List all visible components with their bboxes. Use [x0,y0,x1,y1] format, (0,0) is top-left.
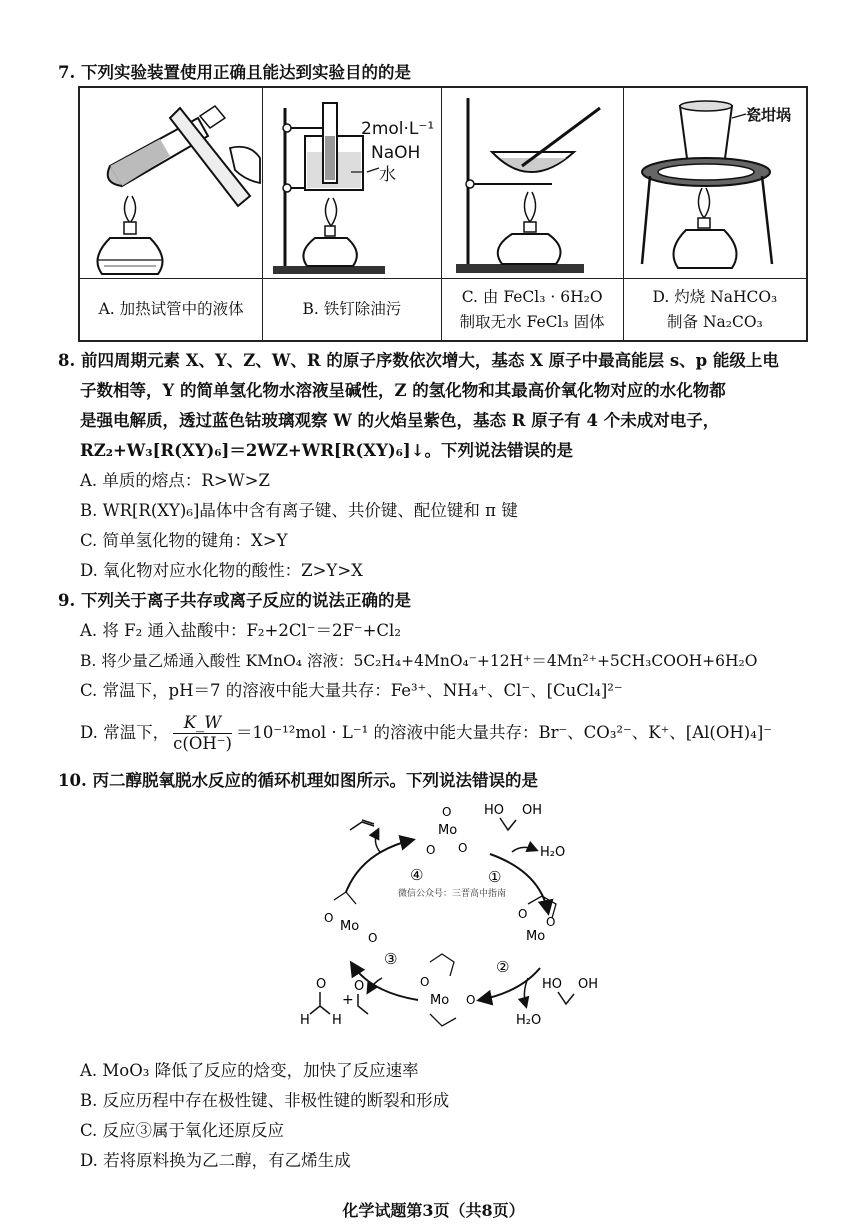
water-product-2: H₂O [516,1013,542,1028]
svg-text:+: + [342,992,354,1008]
naoh-concentration-label: 2mol·L⁻¹ [361,119,435,139]
question-8-line-2: 子数相等，Y 的简单氢化物水溶液呈碱性，Z 的氢化物和其最高价氧化物对应的水化物都 [80,381,726,400]
apparatus-b-figure [263,88,440,279]
apparatus-a [80,88,263,340]
svg-text:O: O [426,843,436,857]
svg-text:Mo: Mo [526,929,546,944]
question-7-text: 7. 下列实验装置使用正确且能达到实验目的的是 [58,63,411,82]
svg-text:H: H [332,1013,342,1028]
apparatus-table [78,86,808,342]
apparatus-a-caption: A. 加热试管中的液体 [98,300,244,318]
svg-text:O: O [420,975,430,989]
question-9 [58,586,848,754]
water-label: 水 [379,165,397,185]
question-10-option-c: C. 反应③属于氧化还原反应 [80,1121,285,1140]
naoh-label: NaOH [371,143,421,163]
apparatus-d [624,88,806,340]
mo-atom-bottom: Mo [430,993,450,1008]
question-8-line-1: 8. 前四周期元素 X、Y、Z、W、R 的原子序数依次增大，基态 X 原子中最高能层 s、p 能级上电 [58,351,779,370]
svg-text:O: O [368,931,378,945]
svg-text:O: O [546,915,556,929]
svg-text:HO: HO [484,803,505,818]
svg-text:H: H [300,1013,310,1028]
question-9-option-b: B. 将少量乙烯通入酸性 KMnO₄ 溶液：5C₂H₄+4MnO₄⁻+12H⁺＝4Mn²⁺+5CH₃COOH+6H₂O [80,652,758,670]
question-8-option-d: D. 氧化物对应水化物的酸性：Z>Y>X [80,561,363,580]
svg-text:Mo: Mo [340,919,360,934]
apparatus-d-caption: D. 灼烧 NaHCO₃ 制备 Na₂CO₃ [652,287,778,331]
question-8-option-a: A. 单质的熔点：R>W>Z [80,471,270,490]
svg-text:OH: OH [522,803,543,818]
crucible-label: 瓷坩埚 [745,106,791,124]
apparatus-c-caption: C. 由 FeCl₃ · 6H₂O 制取无水 FeCl₃ 固体 [459,287,605,331]
question-10-options [58,1056,848,1176]
question-7-stem [58,58,848,88]
apparatus-d-figure [624,88,806,279]
question-10-text: 10. 丙二醇脱氧脱水反应的循环机理如图所示。下列说法错误的是 [58,771,538,790]
question-9-text: 9. 下列关于离子共存或离子反应的说法正确的是 [58,591,411,610]
question-8-option-c: C. 简单氢化物的键角：X>Y [80,531,288,550]
svg-text:O: O [442,805,452,819]
svg-text:HO: HO [542,977,563,992]
kw-fraction: $\frac{K\_W}{c(OH^-)}$ [173,713,232,753]
svg-text:O: O [324,911,334,925]
apparatus-b-caption: B. 铁钉除油污 [302,300,402,318]
mo-atom-top: Mo [438,823,458,838]
question-10-option-b: B. 反应历程中存在极性键、非极性键的断裂和形成 [80,1091,450,1110]
question-8-option-b: B. WR[R(XY)₆]晶体中含有离子键、共价键、配位键和 π 键 [80,501,518,520]
apparatus-a-figure [80,88,262,279]
svg-text:O: O [316,977,327,992]
apparatus-b [263,88,441,340]
mechanism-diagram [290,792,610,1042]
svg-text:O: O [518,907,528,921]
question-8-line-3: 是强电解质，透过蓝色钴玻璃观察 W 的火焰呈紫色，基态 R 原子有 4 个未成对电子， [80,411,720,430]
step-1-label: ① [488,868,502,886]
question-9-option-c: C. 常温下，pH＝7 的溶液中能大量共存：Fe³⁺、NH₄⁺、Cl⁻、[CuCl₄]²⁻ [80,681,623,700]
water-product-1: H₂O [540,845,566,860]
svg-text:O: O [466,993,476,1007]
page-footer: 化学试题第3页（共8页） [342,1201,525,1220]
apparatus-c [442,88,624,340]
watermark-text: 微信公众号：三晋高中指南 [398,889,507,899]
apparatus-c-figure [442,88,623,279]
question-8-line-4: RZ₂+W₃[R(XY)₆]＝2WZ+WR[R(XY)₆]↓。下列说法错误的是 [80,441,574,460]
step-2-label: ② [496,958,510,976]
question-9-option-d: D. 常温下， $\frac{K\_W}{c(OH^-)}$ ＝10⁻¹²mol · L⁻¹ 的溶液中能大量共存：Br⁻、CO₃²⁻、K⁺、[Al(OH)₄]⁻ [80,713,772,753]
svg-text:OH: OH [578,977,599,992]
step-3-label: ③ [384,950,398,968]
question-10-option-a: A. MoO₃ 降低了反应的焓变，加快了反应速率 [80,1061,419,1080]
question-8 [58,346,848,586]
question-9-option-a: A. 将 F₂ 通入盐酸中：F₂+2Cl⁻＝2F⁻+Cl₂ [80,621,401,640]
svg-text:O: O [354,979,365,994]
step-4-label: ④ [410,866,424,884]
svg-text:O: O [458,841,468,855]
question-10-option-d: D. 若将原料换为乙二醇，有乙烯生成 [80,1151,351,1170]
